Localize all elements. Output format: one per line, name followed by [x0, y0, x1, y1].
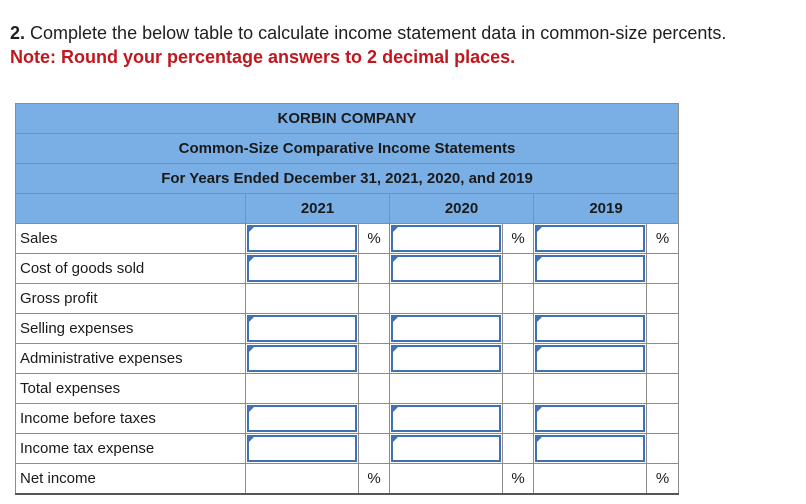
table-row — [16, 224, 679, 254]
percent-input-2020[interactable] — [391, 435, 501, 462]
percent-input-2021[interactable] — [247, 345, 357, 372]
percent-symbol-cell — [647, 374, 679, 404]
input-marker-icon — [535, 315, 544, 324]
amount-cell-2021 — [246, 464, 359, 494]
percent-symbol-cell — [647, 254, 679, 284]
table-row — [16, 374, 679, 404]
amount-cell-2019 — [534, 284, 647, 314]
common-size-income-statement-table — [15, 103, 679, 495]
amount-cell-2019 — [534, 464, 647, 494]
input-marker-icon — [247, 255, 256, 264]
percent-input-2021[interactable] — [247, 255, 357, 282]
amount-cell-2020[interactable] — [390, 254, 503, 284]
year-header-2021: 2021 — [246, 194, 390, 224]
percent-symbol-cell — [359, 404, 390, 434]
input-marker-icon — [535, 255, 544, 264]
percent-symbol-cell — [647, 404, 679, 434]
instruction-body: Complete the below table to calculate income statement data in common-size percents. — [25, 23, 727, 43]
percent-input-2019[interactable] — [535, 255, 645, 282]
statement-title-header: Common-Size Comparative Income Statements — [16, 134, 679, 164]
percent-symbol-cell: % — [503, 464, 534, 494]
amount-cell-2021[interactable] — [246, 224, 359, 254]
input-marker-icon — [535, 405, 544, 414]
percent-input-2020[interactable] — [391, 345, 501, 372]
percent-input-2019[interactable] — [535, 345, 645, 372]
percent-input-2020[interactable] — [391, 255, 501, 282]
amount-cell-2019[interactable] — [534, 344, 647, 374]
percent-symbol-cell — [503, 344, 534, 374]
percent-symbol-cell — [647, 344, 679, 374]
percent-input-2020[interactable] — [391, 225, 501, 252]
input-marker-icon — [247, 315, 256, 324]
percent-input-2021[interactable] — [247, 315, 357, 342]
amount-cell-2021[interactable] — [246, 434, 359, 464]
percent-symbol-cell — [503, 314, 534, 344]
percent-input-2019[interactable] — [535, 435, 645, 462]
percent-input-2020[interactable] — [391, 405, 501, 432]
table-row — [16, 404, 679, 434]
percent-symbol-cell — [359, 344, 390, 374]
label-column-header — [16, 194, 246, 224]
year-header-2020: 2020 — [390, 194, 534, 224]
amount-cell-2021 — [246, 284, 359, 314]
table-row — [16, 464, 679, 494]
row-label: Total expenses — [16, 374, 246, 404]
row-label: Cost of goods sold — [16, 254, 246, 284]
amount-cell-2019[interactable] — [534, 434, 647, 464]
company-name-header: KORBIN COMPANY — [16, 104, 679, 134]
input-marker-icon — [391, 435, 400, 444]
row-label: Income before taxes — [16, 404, 246, 434]
percent-input-2021[interactable] — [247, 435, 357, 462]
percent-symbol-cell — [503, 404, 534, 434]
percent-input-2019[interactable] — [535, 405, 645, 432]
row-label: Sales — [16, 224, 246, 254]
amount-cell-2019[interactable] — [534, 314, 647, 344]
amount-cell-2019[interactable] — [534, 224, 647, 254]
row-label: Administrative expenses — [16, 344, 246, 374]
percent-symbol-cell — [359, 284, 390, 314]
amount-cell-2021[interactable] — [246, 254, 359, 284]
percent-symbol-cell — [647, 284, 679, 314]
percent-symbol-cell — [503, 374, 534, 404]
percent-symbol-cell — [359, 434, 390, 464]
amount-cell-2021[interactable] — [246, 344, 359, 374]
percent-symbol-cell — [503, 254, 534, 284]
percent-symbol-cell — [647, 314, 679, 344]
amount-cell-2020 — [390, 374, 503, 404]
amount-cell-2020[interactable] — [390, 434, 503, 464]
percent-symbol-cell — [503, 434, 534, 464]
amount-cell-2019 — [534, 374, 647, 404]
question-number: 2. — [10, 23, 26, 43]
input-marker-icon — [247, 225, 256, 234]
percent-symbol-cell: % — [503, 224, 534, 254]
input-marker-icon — [391, 315, 400, 324]
row-label: Income tax expense — [16, 434, 246, 464]
table-row — [16, 314, 679, 344]
amount-cell-2020 — [390, 284, 503, 314]
rounding-note: Note: Round your percentage answers to 2 decimal places. — [10, 47, 516, 67]
percent-symbol-cell — [359, 254, 390, 284]
percent-symbol-cell — [647, 434, 679, 464]
amount-cell-2019[interactable] — [534, 404, 647, 434]
percent-input-2019[interactable] — [535, 225, 645, 252]
input-marker-icon — [535, 225, 544, 234]
year-header-2019: 2019 — [534, 194, 679, 224]
table-row — [16, 434, 679, 464]
period-header: For Years Ended December 31, 2021, 2020, and 2019 — [16, 164, 679, 194]
amount-cell-2021[interactable] — [246, 314, 359, 344]
input-marker-icon — [535, 345, 544, 354]
percent-input-2021[interactable] — [247, 225, 357, 252]
amount-cell-2021 — [246, 374, 359, 404]
table-row — [16, 344, 679, 374]
amount-cell-2020[interactable] — [390, 314, 503, 344]
amount-cell-2020[interactable] — [390, 224, 503, 254]
percent-symbol-cell — [359, 314, 390, 344]
input-marker-icon — [535, 435, 544, 444]
instruction-text — [10, 22, 726, 44]
percent-input-2020[interactable] — [391, 315, 501, 342]
input-marker-icon — [391, 405, 400, 414]
percent-input-2019[interactable] — [535, 315, 645, 342]
percent-symbol-cell — [503, 284, 534, 314]
amount-cell-2020[interactable] — [390, 344, 503, 374]
row-label: Selling expenses — [16, 314, 246, 344]
percent-symbol-cell: % — [359, 464, 390, 494]
amount-cell-2020 — [390, 464, 503, 494]
table-row — [16, 254, 679, 284]
table-body — [16, 224, 679, 494]
input-marker-icon — [391, 345, 400, 354]
input-marker-icon — [247, 345, 256, 354]
input-marker-icon — [391, 255, 400, 264]
percent-input-2021[interactable] — [247, 405, 357, 432]
percent-symbol-cell: % — [359, 224, 390, 254]
row-label: Net income — [16, 464, 246, 494]
amount-cell-2020[interactable] — [390, 404, 503, 434]
input-marker-icon — [247, 405, 256, 414]
input-marker-icon — [247, 435, 256, 444]
input-marker-icon — [391, 225, 400, 234]
table-row — [16, 284, 679, 314]
percent-symbol-cell: % — [647, 464, 679, 494]
percent-symbol-cell — [359, 374, 390, 404]
amount-cell-2021[interactable] — [246, 404, 359, 434]
percent-symbol-cell: % — [647, 224, 679, 254]
amount-cell-2019[interactable] — [534, 254, 647, 284]
row-label: Gross profit — [16, 284, 246, 314]
